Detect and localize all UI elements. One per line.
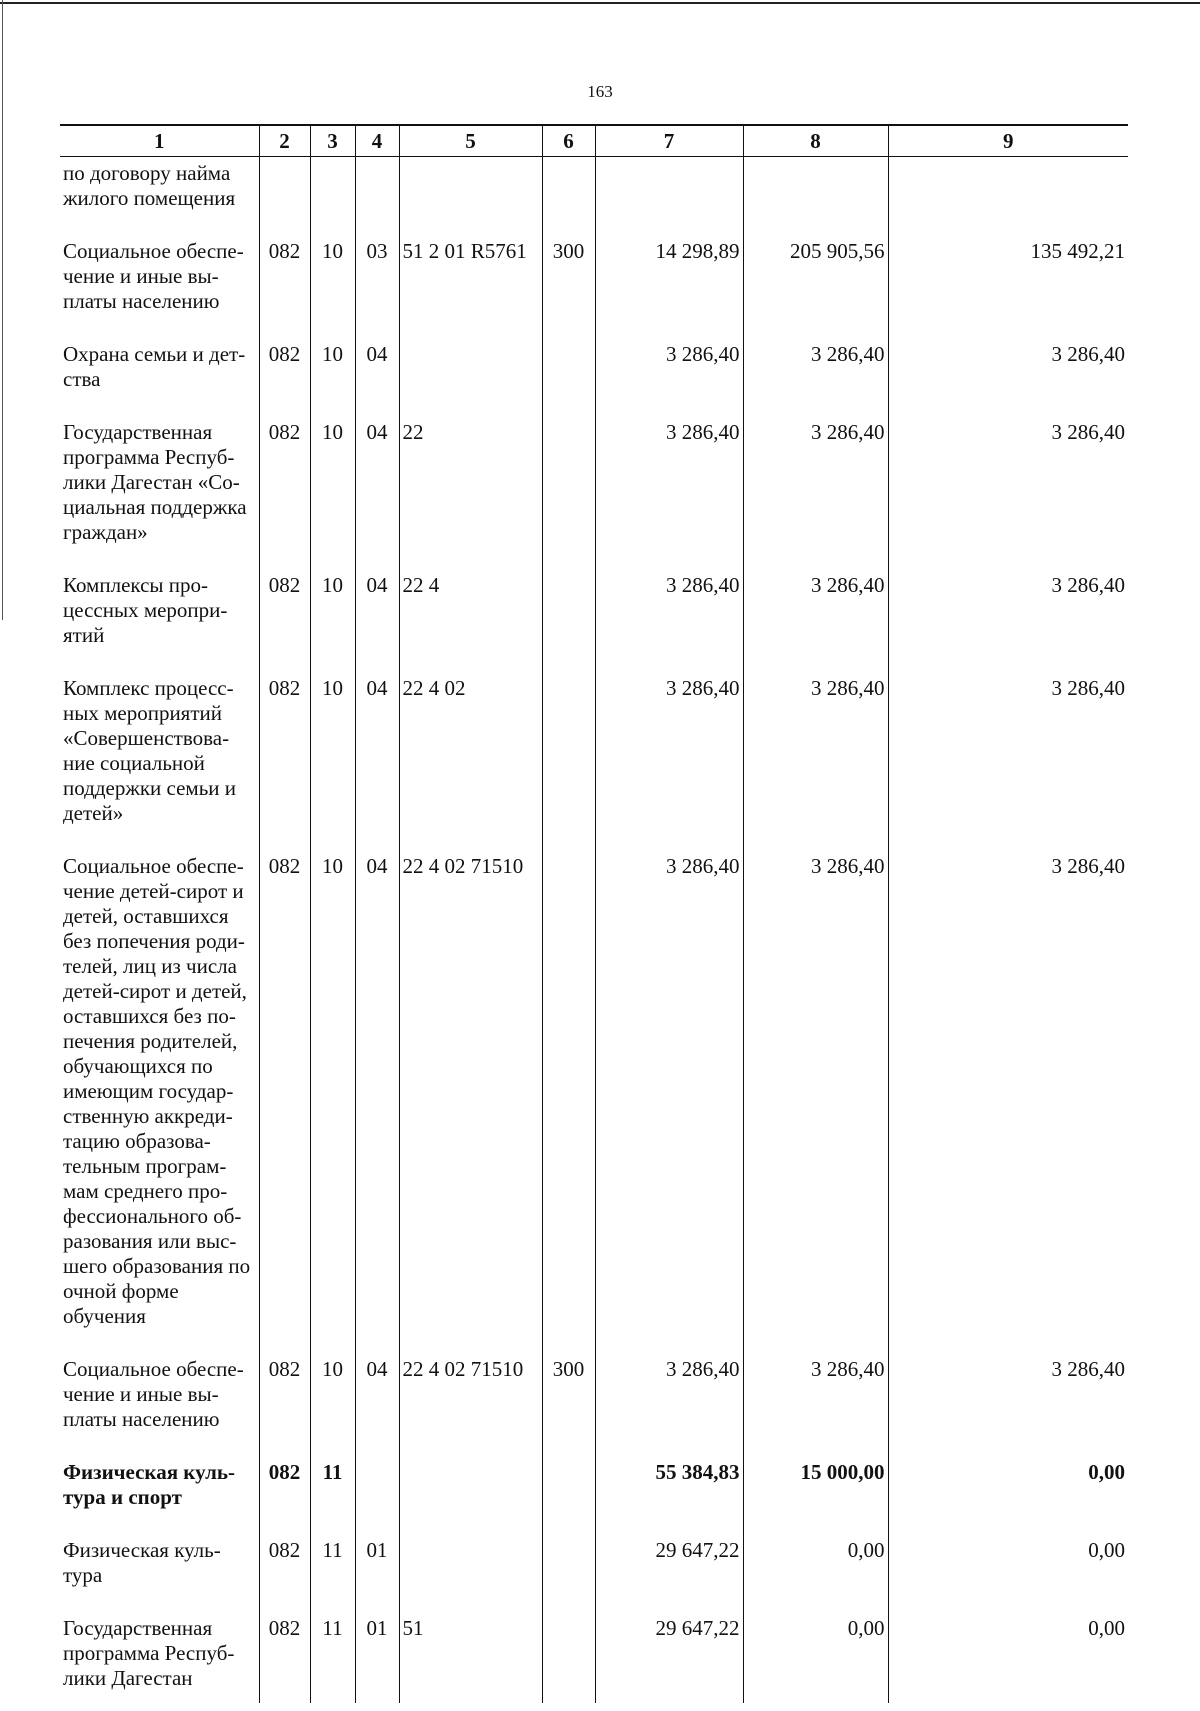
cell-amount-8: 3 286,40 <box>743 336 888 414</box>
row-name-cell: по договору найма жилого помещения <box>60 157 259 234</box>
cell-code-2 <box>259 157 310 234</box>
table-row <box>60 1351 1128 1454</box>
cell-code-2: 082 <box>259 414 310 567</box>
table-row <box>60 1454 1128 1532</box>
cell-code-3: 10 <box>310 1351 355 1454</box>
cell-code-3: 11 <box>310 1532 355 1610</box>
cell-code-4: 04 <box>355 848 399 1351</box>
cell-amount-7: 29 647,22 <box>595 1610 743 1703</box>
cell-code-6: 300 <box>542 1351 595 1454</box>
cell-amount-8: 3 286,40 <box>743 848 888 1351</box>
cell-amount-7: 3 286,40 <box>595 1351 743 1454</box>
row-name-cell: Социальное обеспе-чение и иные вы-платы населению <box>60 1351 259 1454</box>
cell-code-5 <box>399 336 542 414</box>
table-row <box>60 336 1128 414</box>
column-header: 1 <box>60 125 259 157</box>
table-row <box>60 1610 1128 1703</box>
cell-code-4: 04 <box>355 1351 399 1454</box>
cell-amount-7: 14 298,89 <box>595 233 743 336</box>
cell-code-4: 04 <box>355 670 399 848</box>
row-name-cell: Комплексы про-цессных меропри-ятий <box>60 567 259 670</box>
row-name-cell: Комплекс процесс-ных мероприятий «Совершенствова-ние социальной поддержки семьи и детей» <box>60 670 259 848</box>
cell-code-4: 04 <box>355 567 399 670</box>
cell-code-3: 11 <box>310 1610 355 1703</box>
cell-code-3: 11 <box>310 1454 355 1532</box>
cell-amount-9: 3 286,40 <box>888 670 1128 848</box>
cell-code-6 <box>542 848 595 1351</box>
cell-code-6 <box>542 1532 595 1610</box>
cell-code-6 <box>542 1610 595 1703</box>
row-name-cell: Государственная программа Респуб-лики Дагестан «Со-циальная поддержка граждан» <box>60 414 259 567</box>
cell-amount-8: 15 000,00 <box>743 1454 888 1532</box>
cell-amount-8: 0,00 <box>743 1610 888 1703</box>
cell-amount-9: 3 286,40 <box>888 1351 1128 1454</box>
cell-amount-9: 3 286,40 <box>888 567 1128 670</box>
page-number: 163 <box>587 82 613 101</box>
cell-code-4: 01 <box>355 1610 399 1703</box>
cell-code-2: 082 <box>259 1454 310 1532</box>
cell-code-6 <box>542 414 595 567</box>
column-header: 9 <box>888 125 1128 157</box>
cell-amount-7: 3 286,40 <box>595 414 743 567</box>
row-name-cell: Физическая куль-тура и спорт <box>60 1454 259 1532</box>
column-header: 7 <box>595 125 743 157</box>
cell-amount-9: 3 286,40 <box>888 336 1128 414</box>
cell-code-3: 10 <box>310 670 355 848</box>
table-row <box>60 567 1128 670</box>
top-border-line <box>0 2 1200 4</box>
cell-code-5: 22 4 02 <box>399 670 542 848</box>
header-row <box>60 125 1128 157</box>
cell-code-2: 082 <box>259 336 310 414</box>
cell-amount-7: 55 384,83 <box>595 1454 743 1532</box>
cell-code-5: 51 2 01 R5761 <box>399 233 542 336</box>
cell-code-2: 082 <box>259 233 310 336</box>
row-name-cell: Физическая куль-тура <box>60 1532 259 1610</box>
cell-amount-8: 0,00 <box>743 1532 888 1610</box>
cell-amount-8: 205 905,56 <box>743 233 888 336</box>
cell-code-4 <box>355 157 399 234</box>
column-header: 3 <box>310 125 355 157</box>
cell-code-4: 04 <box>355 414 399 567</box>
column-header: 2 <box>259 125 310 157</box>
cell-code-3: 10 <box>310 567 355 670</box>
cell-amount-7 <box>595 157 743 234</box>
table-body <box>60 157 1128 1704</box>
cell-amount-9: 3 286,40 <box>888 848 1128 1351</box>
row-name-cell: Государственная программа Респуб-лики Дагестан <box>60 1610 259 1703</box>
cell-amount-8: 3 286,40 <box>743 1351 888 1454</box>
cell-code-2: 082 <box>259 1532 310 1610</box>
cell-amount-7: 3 286,40 <box>595 670 743 848</box>
cell-code-6 <box>542 567 595 670</box>
cell-code-5: 22 4 02 71510 <box>399 848 542 1351</box>
cell-code-3: 10 <box>310 336 355 414</box>
cell-amount-8: 3 286,40 <box>743 414 888 567</box>
cell-code-5: 51 <box>399 1610 542 1703</box>
cell-code-2: 082 <box>259 567 310 670</box>
cell-amount-8: 3 286,40 <box>743 567 888 670</box>
cell-code-4 <box>355 1454 399 1532</box>
table-row <box>60 157 1128 234</box>
cell-amount-9 <box>888 157 1128 234</box>
cell-code-6 <box>542 157 595 234</box>
cell-amount-9: 3 286,40 <box>888 414 1128 567</box>
column-header: 6 <box>542 125 595 157</box>
cell-code-2: 082 <box>259 1351 310 1454</box>
row-name-cell: Социальное обеспе-чение детей-сирот и детей, оставшихся без попечения роди-телей, лиц из числа детей-сирот и детей, оставшихся без по-печения родителей, обучающихся по имеющим государ-ственную аккреди-тацию образова-тельным програм-мам среднего про-фессионального об-разования или выс-шего образования по очной форме обучения <box>60 848 259 1351</box>
cell-code-5: 22 4 <box>399 567 542 670</box>
cell-code-2: 082 <box>259 1610 310 1703</box>
cell-code-4: 04 <box>355 336 399 414</box>
cell-amount-8: 3 286,40 <box>743 670 888 848</box>
cell-amount-8 <box>743 157 888 234</box>
table-row <box>60 233 1128 336</box>
cell-amount-9: 135 492,21 <box>888 233 1128 336</box>
cell-amount-9: 0,00 <box>888 1454 1128 1532</box>
table-row <box>60 414 1128 567</box>
table-row <box>60 848 1128 1351</box>
cell-code-2: 082 <box>259 670 310 848</box>
cell-code-3: 10 <box>310 233 355 336</box>
cell-code-5 <box>399 1454 542 1532</box>
cell-amount-9: 0,00 <box>888 1532 1128 1610</box>
cell-code-4: 03 <box>355 233 399 336</box>
cell-code-6 <box>542 1454 595 1532</box>
column-header: 4 <box>355 125 399 157</box>
cell-code-6 <box>542 670 595 848</box>
cell-amount-7: 3 286,40 <box>595 336 743 414</box>
table-row <box>60 1532 1128 1610</box>
budget-table <box>60 124 1128 1703</box>
cell-amount-7: 3 286,40 <box>595 567 743 670</box>
cell-code-3: 10 <box>310 848 355 1351</box>
cell-amount-7: 29 647,22 <box>595 1532 743 1610</box>
cell-code-6 <box>542 336 595 414</box>
cell-code-3 <box>310 157 355 234</box>
cell-code-6: 300 <box>542 233 595 336</box>
column-header: 8 <box>743 125 888 157</box>
cell-amount-9: 0,00 <box>888 1610 1128 1703</box>
column-header: 5 <box>399 125 542 157</box>
cell-code-2: 082 <box>259 848 310 1351</box>
cell-code-5 <box>399 1532 542 1610</box>
table-row <box>60 670 1128 848</box>
cell-code-5 <box>399 157 542 234</box>
cell-amount-7: 3 286,40 <box>595 848 743 1351</box>
row-name-cell: Социальное обеспе-чение и иные вы-платы населению <box>60 233 259 336</box>
row-name-cell: Охрана семьи и дет-ства <box>60 336 259 414</box>
cell-code-5: 22 <box>399 414 542 567</box>
cell-code-4: 01 <box>355 1532 399 1610</box>
cell-code-3: 10 <box>310 414 355 567</box>
cell-code-5: 22 4 02 71510 <box>399 1351 542 1454</box>
